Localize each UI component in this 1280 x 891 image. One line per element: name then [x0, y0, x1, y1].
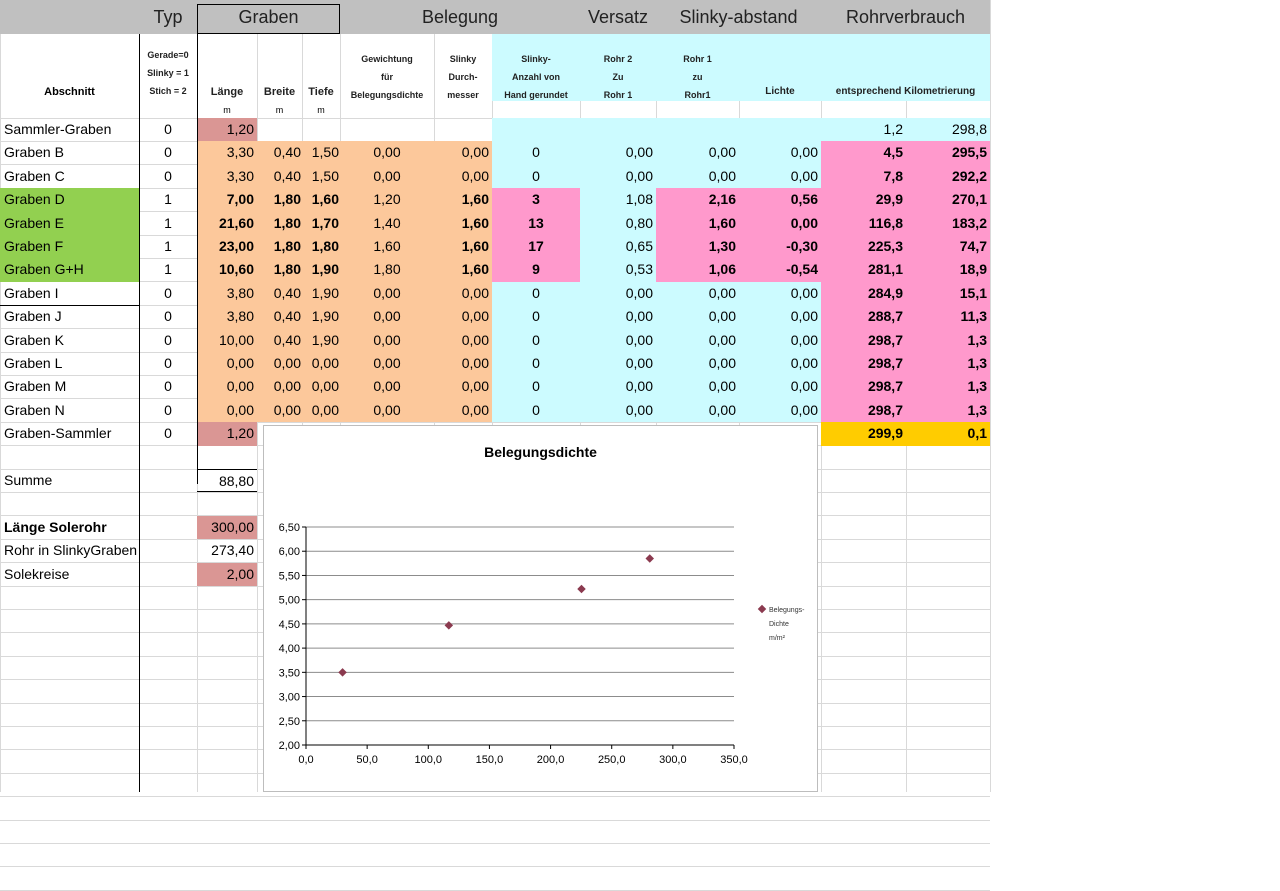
row-typ[interactable]: 0 [164, 284, 172, 301]
gridline [0, 866, 990, 867]
row-tiefe[interactable]: 0,00 [302, 375, 340, 398]
row-tiefe[interactable]: 1,80 [302, 235, 340, 258]
solekreise-label: Solekreise [4, 565, 70, 582]
subheader-gewichtung-1: Gewichtung [361, 54, 413, 64]
subheader-rohr1-3: Rohr1 [684, 90, 711, 100]
header-belegung: Belegung [340, 0, 580, 34]
row-slinky-anzahl[interactable]: 0 [492, 165, 580, 188]
row-breite[interactable]: 1,80 [257, 188, 302, 211]
row-tiefe[interactable]: 1,90 [302, 305, 340, 328]
header-typ: Typ [139, 0, 197, 34]
summe-label: Summe [4, 472, 53, 488]
row-rohr1[interactable]: 0,00 [656, 352, 739, 375]
row-name[interactable]: Graben I [4, 284, 59, 301]
unit-laenge: m [223, 105, 231, 115]
row-lichte[interactable]: 0,00 [739, 141, 821, 164]
graben-header-border [197, 4, 340, 34]
row-gewichtung[interactable]: 0,00 [340, 165, 434, 188]
row-slinky-durchmesser[interactable]: 1,60 [434, 188, 492, 211]
row-slinky-durchmesser[interactable]: 0,00 [434, 352, 492, 375]
header-graben: Graben [197, 0, 340, 34]
row-tiefe[interactable]: 1,60 [302, 188, 340, 211]
legend-line-2: Dichte [769, 621, 789, 628]
row-cyan-fill [492, 118, 821, 141]
subheader-rohr1-2: zu [692, 72, 703, 82]
row-breite[interactable]: 0,00 [257, 352, 302, 375]
row-rohr1[interactable]: 1,60 [656, 212, 739, 235]
row-lichte[interactable]: 0,56 [739, 188, 821, 211]
summe-value[interactable]: 88,80 [197, 469, 257, 492]
row-rohr1[interactable]: 0,00 [656, 141, 739, 164]
subheader-entsprechend: entsprechend Kilometrierung [835, 86, 976, 97]
gridline [990, 0, 991, 792]
row-typ[interactable]: 0 [164, 401, 172, 418]
subheader-typ-1: Gerade=0 [147, 50, 189, 60]
row-slinky-durchmesser[interactable]: 1,60 [434, 258, 492, 281]
row-name[interactable]: Graben G+H [0, 258, 139, 281]
row-rohrverbrauch[interactable]: 298,7 [821, 399, 906, 422]
row-rohr2[interactable]: 0,00 [580, 305, 656, 328]
row-rohr2[interactable]: 1,08 [580, 188, 656, 211]
row-rohr2[interactable]: 0,80 [580, 212, 656, 235]
subheader-breite: Breite [263, 86, 296, 98]
row-kilometrierung[interactable]: 1,3 [906, 329, 990, 352]
row-laenge[interactable]: 3,80 [197, 305, 257, 328]
row-rohrverbrauch[interactable]: 1,2 [821, 118, 906, 141]
row-tiefe[interactable]: 1,90 [302, 282, 340, 305]
subheader-gewichtung-3: Belegungsdichte [350, 90, 424, 100]
row-lichte[interactable]: 0,00 [739, 282, 821, 305]
chart-x-tick-label: 100,0 [414, 754, 443, 766]
row-rohr2[interactable]: 0,00 [580, 352, 656, 375]
row-slinky-durchmesser[interactable]: 1,60 [434, 212, 492, 235]
subheader-slinky-anzahl-1: Slinky- [521, 54, 551, 64]
subheader-typ-2: Slinky = 1 [147, 68, 189, 78]
row-breite[interactable]: 0,40 [257, 141, 302, 164]
solekreise-value[interactable]: 2,00 [197, 563, 257, 586]
legend-line-1: Belegungs- [769, 607, 805, 614]
subheader-rohr1-1: Rohr 1 [683, 54, 712, 64]
row-rohrverbrauch[interactable]: 288,7 [821, 305, 906, 328]
row-breite[interactable]: 1,80 [257, 235, 302, 258]
row-rohr1[interactable]: 1,30 [656, 235, 739, 258]
row-breite[interactable]: 0,00 [257, 375, 302, 398]
row-laenge[interactable]: 0,00 [197, 375, 257, 398]
row-lichte[interactable]: -0,30 [739, 235, 821, 258]
chart-belegungsdichte[interactable] [263, 425, 818, 792]
row-typ[interactable]: 0 [164, 355, 172, 371]
row-slinky-durchmesser[interactable]: 1,60 [434, 235, 492, 258]
header-slinky-abstand: Slinky-abstand [656, 0, 821, 34]
row-rohr2[interactable]: 0,00 [580, 399, 656, 422]
row-tiefe[interactable]: 1,50 [302, 141, 340, 164]
subheader-slinky-anzahl-3: Hand gerundet [504, 90, 568, 100]
chart-y-tick-label: 3,50 [278, 667, 300, 680]
row-rohr2[interactable]: 0,00 [580, 165, 656, 188]
row-gewichtung[interactable]: 0,00 [340, 352, 434, 375]
row-lichte[interactable]: 0,00 [739, 352, 821, 375]
chart-y-tick-label: 6,50 [278, 522, 300, 534]
row-kilometrierung[interactable]: 18,9 [906, 258, 990, 281]
chart-x-tick-label: 150,0 [475, 754, 504, 766]
row-name[interactable]: Graben-Sammler [4, 425, 112, 442]
row-rohrverbrauch[interactable]: 29,9 [821, 188, 906, 211]
row-typ[interactable]: 0 [164, 144, 172, 161]
row-rohrverbrauch[interactable]: 298,7 [821, 375, 906, 398]
chart-data-point [338, 668, 346, 676]
row-lichte[interactable]: 0,00 [739, 399, 821, 422]
row-name[interactable]: Sammler-Graben [4, 121, 112, 137]
row-laenge[interactable]: 21,60 [197, 212, 257, 235]
row-typ[interactable]: 0 [164, 425, 172, 442]
row-slinky-anzahl[interactable]: 0 [492, 329, 580, 352]
row-laenge[interactable]: 10,00 [197, 329, 257, 352]
row-breite[interactable]: 0,40 [257, 329, 302, 352]
subheader-rohr2-1: Rohr 2 [603, 54, 633, 64]
row-rohr2[interactable]: 0,00 [580, 329, 656, 352]
row-slinky-anzahl[interactable]: 0 [492, 375, 580, 398]
row-breite[interactable]: 1,80 [257, 258, 302, 281]
row-gewichtung[interactable]: 0,00 [340, 375, 434, 398]
row-typ[interactable]: 0 [164, 167, 172, 184]
row-kilometrierung[interactable]: 295,5 [906, 141, 990, 164]
subheader-abschnitt: Abschnitt [44, 86, 95, 98]
row-rohrverbrauch[interactable]: 225,3 [821, 235, 906, 258]
row-kilometrierung[interactable]: 11,3 [906, 305, 990, 328]
laenge-solerohr-value[interactable]: 300,00 [197, 516, 257, 539]
chart-title: Belegungsdichte [484, 444, 597, 460]
row-laenge[interactable]: 3,30 [197, 141, 257, 164]
row-laenge[interactable]: 0,00 [197, 352, 257, 375]
row-lichte[interactable]: 0,00 [739, 165, 821, 188]
row-kilometrierung[interactable]: 0,1 [906, 422, 990, 445]
row-name[interactable]: Graben E [0, 212, 139, 235]
row-gewichtung[interactable]: 1,20 [340, 188, 434, 211]
chart-y-tick-label: 6,00 [278, 546, 300, 559]
border-row-graben-i [0, 305, 139, 306]
subheader-laenge: Länge [210, 86, 244, 98]
row-kilometrierung[interactable]: 74,7 [906, 235, 990, 258]
row-rohrverbrauch[interactable]: 281,1 [821, 258, 906, 281]
chart-y-tick-label: 2,00 [278, 740, 300, 752]
row-gewichtung[interactable]: 1,40 [340, 212, 434, 235]
row-rohr2[interactable]: 0,00 [580, 282, 656, 305]
row-laenge[interactable]: 3,30 [197, 165, 257, 188]
row-rohr1[interactable]: 2,16 [656, 188, 739, 211]
row-slinky-durchmesser[interactable]: 0,00 [434, 329, 492, 352]
row-breite[interactable]: 0,40 [257, 165, 302, 188]
row-name[interactable]: Graben F [0, 235, 139, 258]
chart-data-point [445, 621, 453, 629]
row-slinky-anzahl[interactable]: 0 [492, 352, 580, 375]
row-name[interactable]: Graben D [0, 188, 139, 211]
unit-tiefe: m [317, 105, 325, 115]
row-typ[interactable]: 0 [164, 378, 172, 395]
row-typ[interactable]: 1 [164, 191, 172, 208]
row-name[interactable]: Graben B [4, 144, 64, 161]
rohr-slinky-label: Rohr in SlinkyGraben [4, 542, 138, 559]
row-gewichtung[interactable]: 1,80 [340, 258, 434, 281]
row-typ[interactable]: 0 [164, 331, 172, 348]
subheader-slinky-durchmesser-2: Durch- [448, 72, 478, 82]
subheader-slinky-anzahl-2: Anzahl von [511, 72, 560, 82]
row-slinky-anzahl[interactable]: 17 [492, 235, 580, 258]
row-lichte[interactable]: 0,00 [739, 212, 821, 235]
row-tiefe[interactable]: 0,00 [302, 352, 340, 375]
row-kilometrierung[interactable]: 298,8 [906, 118, 990, 141]
row-kilometrierung[interactable]: 1,3 [906, 399, 990, 422]
chart-y-tick-label: 5,00 [278, 594, 300, 607]
row-kilometrierung[interactable]: 292,2 [906, 165, 990, 188]
laenge-solerohr-label: Länge Solerohr [4, 518, 107, 535]
row-kilometrierung[interactable]: 1,3 [906, 352, 990, 375]
gridline [0, 820, 990, 821]
unit-breite: m [275, 105, 284, 115]
chart-x-tick-label: 50,0 [356, 754, 378, 766]
row-laenge[interactable]: 1,20 [197, 118, 257, 141]
row-laenge[interactable]: 10,60 [197, 258, 257, 281]
row-gewichtung[interactable]: 0,00 [340, 141, 434, 164]
subheader-rohr2-3: Rohr 1 [603, 90, 633, 100]
row-laenge[interactable]: 3,80 [197, 282, 257, 305]
row-name[interactable]: Graben J [4, 308, 62, 325]
border-graben-left [197, 34, 198, 484]
row-name[interactable]: Graben L [4, 355, 63, 371]
row-kilometrierung[interactable]: 1,3 [906, 375, 990, 398]
row-rohr1[interactable]: 0,00 [656, 399, 739, 422]
row-breite[interactable]: 1,80 [257, 212, 302, 235]
row-typ[interactable]: 0 [164, 121, 172, 137]
row-tiefe[interactable]: 1,50 [302, 165, 340, 188]
subheader-gewichtung-2: für [381, 72, 393, 82]
row-breite[interactable]: 0,00 [257, 399, 302, 422]
row-rohrverbrauch[interactable]: 298,7 [821, 329, 906, 352]
row-gewichtung[interactable]: 0,00 [340, 329, 434, 352]
subheader-slinky-durchmesser-3: messer [447, 90, 479, 100]
chart-y-tick-label: 4,00 [278, 643, 300, 656]
subheader-tiefe: Tiefe [308, 86, 334, 98]
row-rohr2[interactable]: 0,00 [580, 141, 656, 164]
row-rohrverbrauch[interactable]: 298,7 [821, 352, 906, 375]
header-blank [0, 0, 139, 34]
chart-legend [759, 604, 804, 646]
chart-x-tick-label: 350,0 [720, 754, 748, 766]
row-rohrverbrauch[interactable]: 7,8 [821, 165, 906, 188]
row-name[interactable]: Graben M [4, 378, 67, 395]
row-rohr1[interactable]: 0,00 [656, 165, 739, 188]
chart-y-tick-label: 2,50 [278, 715, 300, 728]
row-typ[interactable]: 1 [164, 261, 172, 278]
row-gewichtung[interactable]: 1,60 [340, 235, 434, 258]
subheader-rohr2-2: Zu [612, 72, 624, 82]
row-rohr1[interactable]: 0,00 [656, 329, 739, 352]
row-slinky-durchmesser[interactable]: 0,00 [434, 165, 492, 188]
rohr-slinky-value: 273,40 [211, 542, 254, 559]
legend-marker-icon [758, 605, 766, 613]
row-slinky-anzahl[interactable]: 0 [492, 399, 580, 422]
row-lichte[interactable]: 0,00 [739, 375, 821, 398]
row-lichte[interactable]: -0,54 [739, 258, 821, 281]
row-slinky-durchmesser[interactable]: 0,00 [434, 399, 492, 422]
row-kilometrierung[interactable]: 183,2 [906, 212, 990, 235]
header-versatz: Versatz [580, 0, 656, 34]
row-rohr1[interactable]: 1,06 [656, 258, 739, 281]
row-slinky-durchmesser[interactable]: 0,00 [434, 282, 492, 305]
row-rohr1[interactable]: 0,00 [656, 375, 739, 398]
row-rohr1[interactable]: 0,00 [656, 305, 739, 328]
chart-data-point [646, 554, 654, 562]
row-kilometrierung[interactable]: 15,1 [906, 282, 990, 305]
row-gewichtung[interactable]: 0,00 [340, 399, 434, 422]
subheader-typ-3: Stich = 2 [149, 86, 187, 96]
row-slinky-durchmesser[interactable]: 0,00 [434, 141, 492, 164]
chart-y-tick-label: 4,50 [278, 618, 300, 631]
row-typ[interactable]: 1 [164, 214, 172, 231]
chart-x-tick-label: 300,0 [659, 754, 687, 766]
row-slinky-anzahl[interactable]: 0 [492, 305, 580, 328]
row-slinky-durchmesser[interactable]: 0,00 [434, 305, 492, 328]
row-slinky-anzahl[interactable]: 13 [492, 212, 580, 235]
row-gewichtung[interactable]: 0,00 [340, 305, 434, 328]
row-lichte[interactable]: 0,00 [739, 329, 821, 352]
row-lichte[interactable]: 0,00 [739, 305, 821, 328]
subheader-slinky-durchmesser-1: Slinky [449, 54, 477, 64]
row-typ[interactable]: 1 [164, 238, 172, 254]
row-slinky-anzahl[interactable]: 0 [492, 141, 580, 164]
row-laenge[interactable]: 1,20 [197, 422, 257, 445]
row-tiefe[interactable]: 0,00 [302, 399, 340, 422]
row-laenge[interactable]: 23,00 [197, 235, 257, 258]
border-typ-left [139, 34, 140, 792]
row-name[interactable]: Graben N [4, 401, 65, 418]
row-rohrverbrauch[interactable]: 284,9 [821, 282, 906, 305]
row-rohrverbrauch[interactable]: 116,8 [821, 212, 906, 235]
gridline [0, 843, 990, 844]
row-breite[interactable]: 0,40 [257, 282, 302, 305]
row-laenge[interactable]: 7,00 [197, 188, 257, 211]
row-slinky-anzahl[interactable]: 9 [492, 258, 580, 281]
gridline [0, 796, 990, 797]
chart-x-tick-label: 200,0 [536, 754, 565, 766]
row-slinky-anzahl[interactable]: 0 [492, 282, 580, 305]
row-kilometrierung[interactable]: 270,1 [906, 188, 990, 211]
row-tiefe[interactable]: 1,70 [302, 212, 340, 235]
chart-plot [264, 426, 817, 791]
row-tiefe[interactable]: 1,90 [302, 258, 340, 281]
legend-line-3: m/m² [769, 635, 785, 642]
header-rohrverbrauch: Rohrverbrauch [821, 0, 990, 34]
chart-data-point [577, 585, 585, 593]
row-slinky-anzahl[interactable]: 3 [492, 188, 580, 211]
row-rohr2[interactable]: 0,53 [580, 258, 656, 281]
row-breite[interactable]: 0,40 [257, 305, 302, 328]
row-name[interactable]: Graben K [4, 331, 64, 348]
row-rohr2[interactable]: 0,65 [580, 235, 656, 258]
row-laenge[interactable]: 0,00 [197, 399, 257, 422]
row-name[interactable]: Graben C [4, 167, 65, 184]
row-rohr2[interactable]: 0,00 [580, 375, 656, 398]
chart-y-tick-label: 3,00 [278, 691, 300, 704]
row-gewichtung[interactable]: 0,00 [340, 282, 434, 305]
chart-x-tick-label: 250,0 [597, 754, 626, 766]
row-rohrverbrauch[interactable]: 299,9 [821, 422, 906, 445]
row-slinky-durchmesser[interactable]: 0,00 [434, 375, 492, 398]
chart-y-tick-label: 5,50 [278, 570, 300, 583]
row-rohr1[interactable]: 0,00 [656, 282, 739, 305]
chart-x-tick-label: 0,0 [298, 754, 314, 766]
subheader-lichte: Lichte [765, 86, 795, 97]
row-rohrverbrauch[interactable]: 4,5 [821, 141, 906, 164]
row-typ[interactable]: 0 [164, 308, 172, 325]
row-tiefe[interactable]: 1,90 [302, 329, 340, 352]
